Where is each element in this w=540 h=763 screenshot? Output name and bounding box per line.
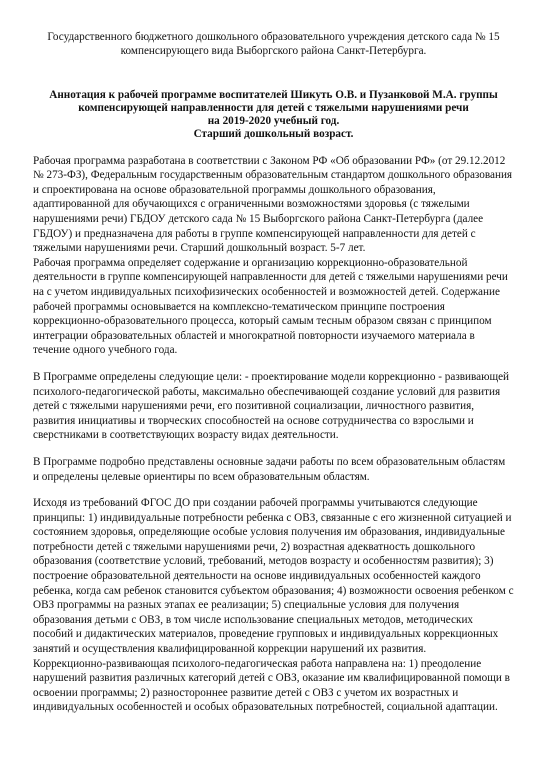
paragraph-tasks: В Программе подробно представлены основные задачи работы по всем образовательным областям и определены целевые ориентиры по всем образовательным областям. xyxy=(33,455,506,483)
organization-header: Государственного бюджетного дошкольного образовательного учреждения детского сада № 15 компенсирующего вида Выборгского района Санкт-Петербурга. xyxy=(47,31,500,58)
document-title xyxy=(33,89,514,142)
paragraph-program-content: Рабочая программа определяет содержание и организацию коррекционно-образовательной деятельности в группе компенсирующей направленности для детей с тяжелыми нарушениями речи на с учетом индивидуальных психофизических особенностей и возможностей детей. Содержание рабочей программы основывается на комплексно-тематическом принципе построения коррекционно-образовательного процесса, который самым тесным образом связан с принципом интеграции образовательных областей и многократной повторности изучаемого материала в течение одного учебного года. xyxy=(33,256,508,357)
title-line: Старший дошкольный возраст. xyxy=(193,128,354,141)
paragraph-principles: Исходя из требований ФГОС ДО при создании рабочей программы учитываются следующие принципы: 1) индивидуальные потребности ребенка с ОВЗ, связанные с его жизненной ситуацией и состоянием здоровья, определяющие особые условия получения им образования, индивидуальные потребности детей с тяжелыми нарушениями речи, 2) возрастная адекватность дошкольного образования (соответствие условий, требований, методов возрасту и особенностям развития); 3) построение образовательной деятельности на основе индивидуальных особенностей каждого ребенка, когда сам ребенок становится субъектом образования; 4) возможности освоения ребенком с ОВЗ программы на разных этапах ее реализации; 5) специальные условия для получения образования детьми с ОВЗ, в том числе использование специальных методов, методических пособий и дидактических материалов, проведение групповых и индивидуальных коррекционных занятий и осуществления квалифицированной коррекции нарушений их развития. xyxy=(33,497,514,656)
title-line: компенсирующей направленности для детей с тяжелыми нарушениями речи xyxy=(78,102,469,115)
paragraph-correction-work: Коррекционно-развивающая психолого-педагогическая работа направлена на: 1) преодоление нарушений развития различных категорий детей с ОВЗ, оказание им квалифицированной помощи в освоении программы; 2) разностороннее развитие детей с ОВЗ с учетом их возрастных и индивидуальных особенностей и особых образовательных потребностей, социальной адаптации. xyxy=(33,657,510,714)
paragraph-goals: В Программе определены следующие цели: - проектирование модели коррекционно - развивающей психолого-педагогической работы, максимально обеспечивающей создание условий для развития детей с тяжелыми нарушениями речи, его позитивной социализации, личностного развития, развития инициативы и творческих способностей на основе сотрудничества со взрослыми и сверстниками в соответствующих возрасту видах деятельности. xyxy=(33,370,510,442)
paragraph-legal-basis: Рабочая программа разработана в соответствии с Законом РФ «Об образовании РФ» (от 29.12.2012 № 273-ФЗ), Федеральным государственным образовательным стандартом дошкольного образования и спроектирована на основе образовательной программы дошкольного образования, адаптированной для обучающихся с ограниченными возможностями здоровья (с тяжелыми нарушениями речи) ГБДОУ детского сада № 15 Выборгского района Санкт-Петербурга (далее ГБДОУ) и предназначена для работы в группе компенсирующей направленности для детей с тяжелыми нарушениями речи. Старший дошкольный возраст. 5-7 лет. xyxy=(33,154,513,255)
title-line: Аннотация к рабочей программе воспитателей Шикуть О.В. и Пузанковой М.А. группы xyxy=(49,88,498,101)
title-line: на 2019-2020 учебный год. xyxy=(207,115,340,128)
